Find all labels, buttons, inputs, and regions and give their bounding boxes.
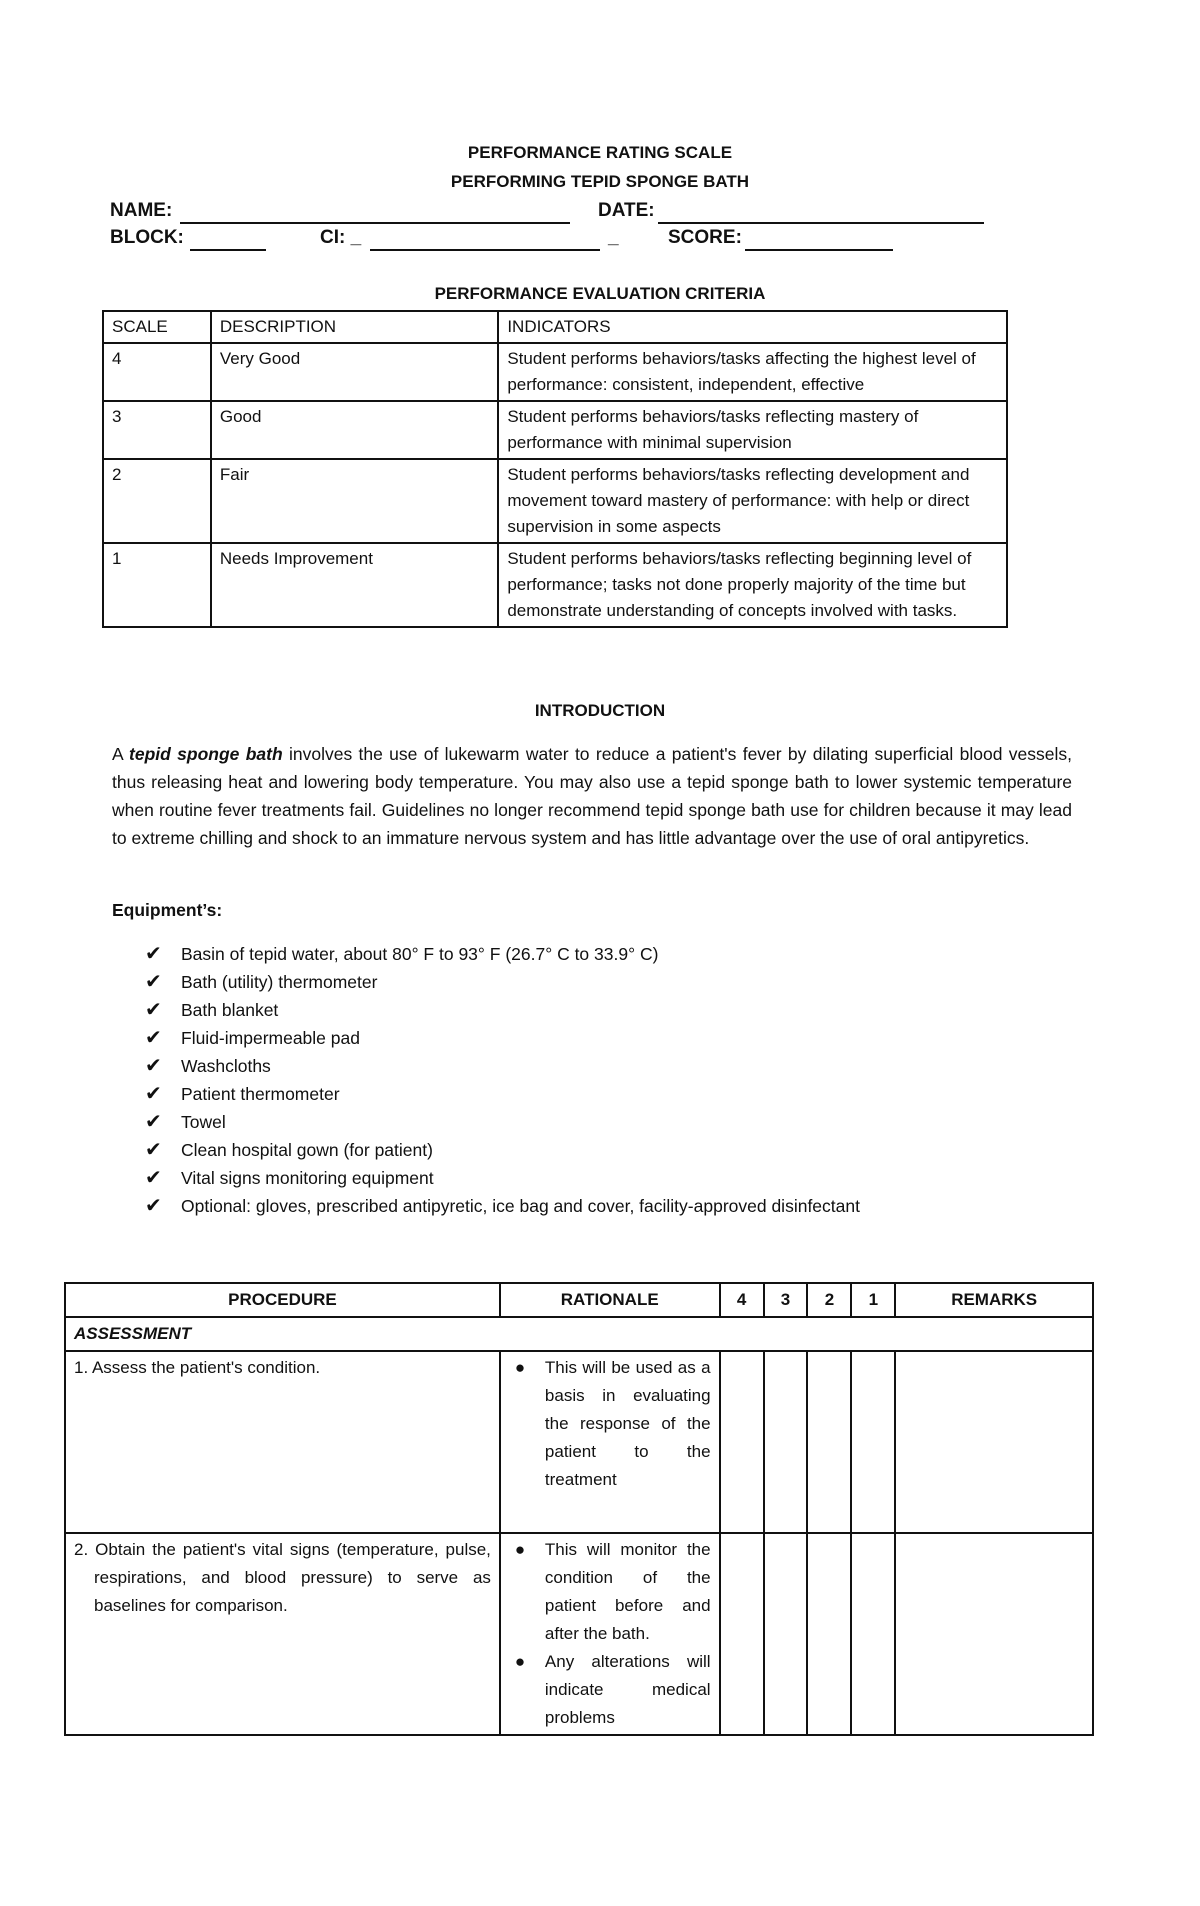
procedure-col-score-2: 2 [807,1283,851,1317]
table-row [65,1351,1093,1533]
list-item [145,1136,860,1164]
equipment-item: Bath (utility) thermometer [181,972,378,992]
score-3-cell[interactable] [764,1351,808,1533]
procedure-col-rationale: RATIONALE [500,1283,720,1317]
list-item [145,968,860,996]
criteria-col-description: DESCRIPTION [211,311,498,343]
procedure-table [64,1282,1094,1736]
criteria-description: Good [211,401,498,459]
date-label: DATE: [598,200,655,221]
list-item [145,1192,860,1220]
list-item [145,940,860,968]
criteria-indicators: Student performs behaviors/tasks reflecting beginning level of performance; tasks not done properly majority of the time but demonstrate understanding of concepts involved with tasks. [498,543,1007,627]
criteria-row [103,459,1007,543]
name-field[interactable] [180,222,570,224]
procedure-col-score-3: 3 [764,1283,808,1317]
ci-suffix: _ [608,227,619,248]
criteria-indicators: Student performs behaviors/tasks reflecting mastery of performance with minimal supervision [498,401,1007,459]
rationale-cell [500,1533,720,1735]
rationale-item [509,1648,711,1732]
criteria-indicators: Student performs behaviors/tasks affecting the highest level of performance: consistent, independent, effective [498,343,1007,401]
equipment-title: Equipment’s: [112,900,223,920]
criteria-table [102,310,1008,628]
intro-body: involves the use of lukewarm water to reduce a patient's fever by dilating superficial blood vessels, thus releasing heat and lowering body temperature. You may also use a tepid sponge bath to lower systemic temperature when routine fever treatments fail. Guidelines no longer recommend tepid sponge bath use for children because it may lead to extreme chilling and shock to an immature nervous system and has little advantage over the use of oral antipyretics. [112,744,1072,848]
list-item [145,1108,860,1136]
remarks-cell[interactable] [895,1533,1093,1735]
list-item [145,1164,860,1192]
equipment-item: Washcloths [181,1056,271,1076]
rationale-text: This will be used as a basis in evaluating the response of the patient to the treatment [544,1358,711,1489]
procedure-col-score-4: 4 [720,1283,764,1317]
checkmark-icon: ✔ [145,1055,162,1077]
intro-emphasis: tepid sponge bath [129,744,283,764]
equipment-item: Vital signs monitoring equipment [181,1168,434,1188]
checkmark-icon: ✔ [145,971,162,993]
criteria-header-row [103,311,1007,343]
list-item [145,1052,860,1080]
bullet-icon: ● [514,1652,526,1671]
score-1-cell[interactable] [851,1533,895,1735]
rationale-item [509,1354,711,1494]
introduction-paragraph [112,740,1072,852]
checkmark-icon: ✔ [145,1027,162,1049]
score-3-cell[interactable] [764,1533,808,1735]
checkmark-icon: ✔ [145,1111,162,1133]
score-label: SCORE: [668,227,742,248]
rationale-text: This will monitor the condition of the patient before and after the bath. [544,1540,711,1643]
list-item [145,996,860,1024]
document-subtitle: PERFORMING TEPID SPONGE BATH [450,172,750,191]
criteria-description: Fair [211,459,498,543]
criteria-row [103,343,1007,401]
equipment-item: Patient thermometer [181,1084,340,1104]
procedure-step: 1. Assess the patient's condition. [65,1351,500,1533]
equipment-item: Towel [181,1112,226,1132]
equipment-item: Clean hospital gown (for patient) [181,1140,433,1160]
equipment-item: Bath blanket [181,1000,279,1020]
equipment-item: Optional: gloves, prescribed antipyretic, ice bag and cover, facility-approved disinfectant [181,1196,860,1216]
list-item [145,1024,860,1052]
procedure-header-row [65,1283,1093,1317]
block-field[interactable] [190,249,266,251]
criteria-title: PERFORMANCE EVALUATION CRITERIA [434,284,766,303]
procedure-step: 2. Obtain the patient's vital signs (temperature, pulse, respirations, and blood pressure) to serve as baselines for comparison. [74,1540,491,1615]
procedure-step-cell [65,1533,500,1735]
score-2-cell[interactable] [807,1351,851,1533]
criteria-col-scale: SCALE [103,311,211,343]
checkmark-icon: ✔ [145,1195,162,1217]
introduction-title: INTRODUCTION [534,701,666,720]
criteria-row [103,543,1007,627]
score-4-cell[interactable] [720,1533,764,1735]
ci-field[interactable] [370,249,600,251]
checkmark-icon: ✔ [145,999,162,1021]
date-field[interactable] [658,222,984,224]
procedure-col-score-1: 1 [851,1283,895,1317]
procedure-section-row [65,1317,1093,1351]
criteria-scale: 3 [103,401,211,459]
list-item [145,1080,860,1108]
name-label: NAME: [110,200,173,221]
intro-lead: A [112,744,130,764]
equipment-list [145,940,860,1220]
score-2-cell[interactable] [807,1533,851,1735]
checkmark-icon: ✔ [145,1167,162,1189]
procedure-col-procedure: PROCEDURE [65,1283,500,1317]
equipment-item: Fluid-impermeable pad [181,1028,360,1048]
score-1-cell[interactable] [851,1351,895,1533]
bullet-icon: ● [514,1540,526,1559]
procedure-col-remarks: REMARKS [895,1283,1093,1317]
criteria-scale: 1 [103,543,211,627]
bullet-icon: ● [514,1358,526,1377]
criteria-description: Needs Improvement [211,543,498,627]
equipment-item: Basin of tepid water, about 80° F to 93° F (26.7° C to 33.9° C) [181,944,659,964]
rationale-item [509,1536,711,1648]
criteria-indicators: Student performs behaviors/tasks reflecting development and movement toward mastery of performance: with help or direct supervision in some aspects [498,459,1007,543]
remarks-cell[interactable] [895,1351,1093,1533]
document-title: PERFORMANCE RATING SCALE [467,143,733,162]
rationale-cell [500,1351,720,1533]
criteria-description: Very Good [211,343,498,401]
score-field[interactable] [745,249,893,251]
checkmark-icon: ✔ [145,1083,162,1105]
block-label: BLOCK: [110,227,184,248]
criteria-scale: 2 [103,459,211,543]
checkmark-icon: ✔ [145,943,162,965]
criteria-col-indicators: INDICATORS [498,311,1007,343]
rationale-text: Any alterations will indicate medical problems [544,1652,711,1727]
score-4-cell[interactable] [720,1351,764,1533]
ci-label: CI: _ [320,227,362,248]
section-assessment: ASSESSMENT [65,1317,1093,1351]
checkmark-icon: ✔ [145,1139,162,1161]
table-row [65,1533,1093,1735]
criteria-row [103,401,1007,459]
criteria-scale: 4 [103,343,211,401]
